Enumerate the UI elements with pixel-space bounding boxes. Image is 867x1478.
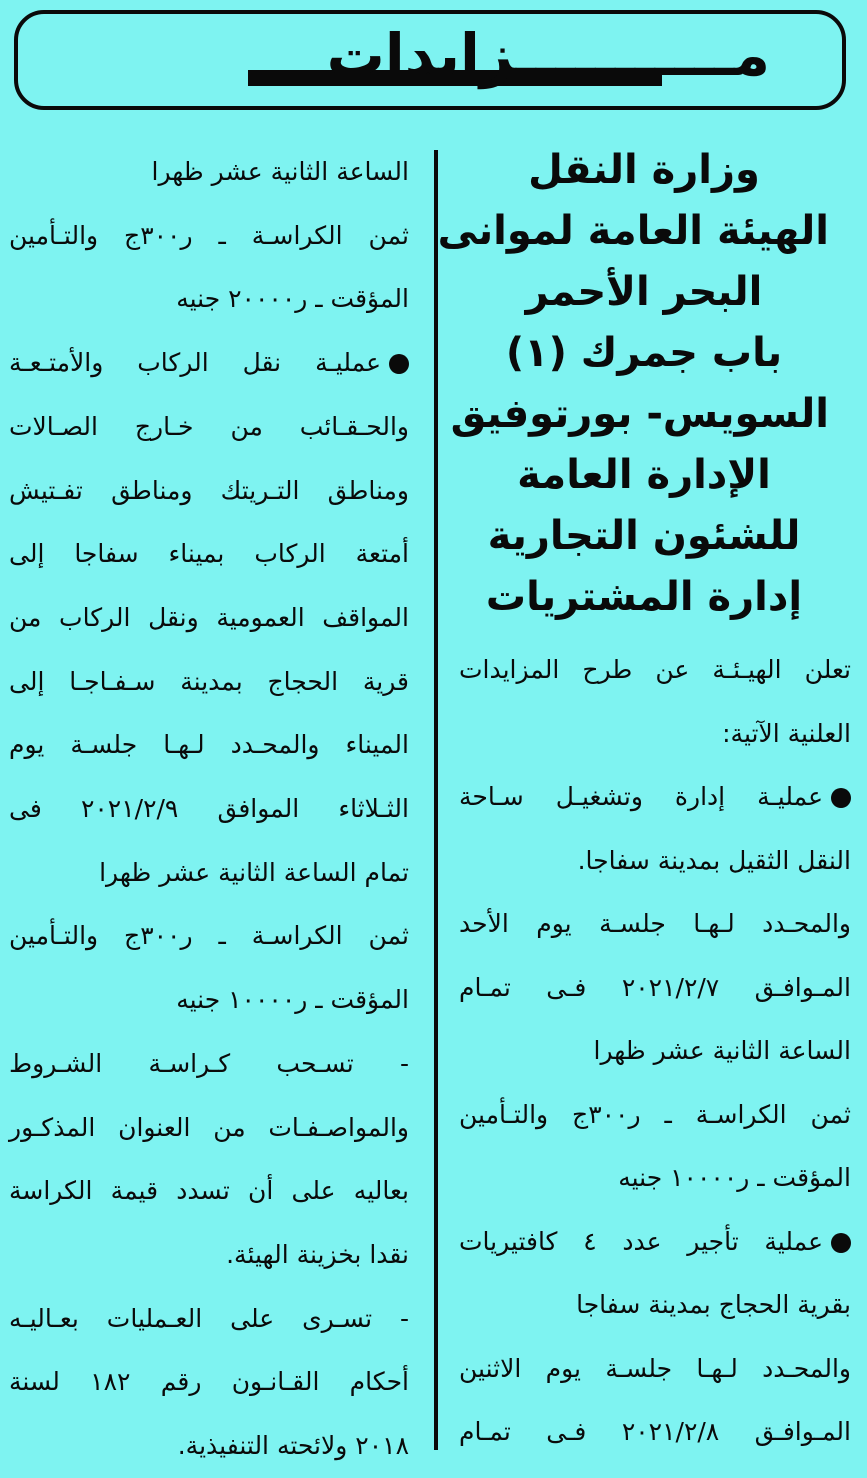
line-text: والمحـدد لـهـا جلسـة يوم الأحد <box>459 909 851 938</box>
text-line <box>459 1400 851 1464</box>
text-line <box>9 140 409 204</box>
line-text: - تسـرى على العـمليات بعـاليـه <box>9 1303 409 1333</box>
header-frame <box>14 10 846 110</box>
text-line <box>459 765 851 829</box>
text-line <box>459 956 851 1020</box>
text-line <box>459 1146 851 1210</box>
line-text: المـوافـق ٢٠٢١/٢/٧ فـى تمـام <box>459 972 851 1002</box>
bullet-icon <box>389 354 409 374</box>
right-column-body <box>459 638 851 1464</box>
text-line <box>459 1083 851 1147</box>
line-text: ثمن الكراسـة ـ ر٣٠٠ج والتـأمين <box>9 220 409 250</box>
line-text: المؤقت ـ ر٢٠٠٠٠ جنيه <box>176 284 409 314</box>
text-line <box>9 1096 409 1160</box>
line-text: تمام الساعة الثانية عشر ظهرا <box>99 857 409 887</box>
text-line <box>9 904 409 968</box>
line-text: الميناء والمحـدد لـهـا جلسـة يوم <box>9 730 409 760</box>
text-line <box>459 702 851 766</box>
bullet-icon <box>831 788 851 808</box>
text-line <box>9 1287 409 1351</box>
page-title: مـــــــــــزايدات <box>326 21 770 89</box>
left-column-body <box>9 140 409 1478</box>
org-line: للشئون التجارية <box>487 513 801 559</box>
text-line <box>9 968 409 1032</box>
org-line: وزارة النقل <box>528 147 760 193</box>
text-line <box>9 650 409 714</box>
org-line: باب جمرك (١) <box>505 330 783 376</box>
text-line <box>9 1159 409 1223</box>
text-line <box>459 829 851 893</box>
line-text: أحكام القـانـون رقم ١٨٢ لسنة <box>9 1367 409 1397</box>
line-text: ٢٠١٨ ولائحته التنفيذية. <box>177 1431 409 1461</box>
line-text: والمواصـفـات من العنوان المذكـور <box>9 1112 409 1142</box>
line-text: العلنية الآتية: <box>722 718 851 748</box>
text-line <box>459 892 851 956</box>
text-line <box>9 1223 409 1287</box>
line-text: تعلن الهيـئـة عن طرح المزايدات <box>459 655 851 684</box>
text-line <box>459 1210 851 1274</box>
line-text: المؤقت ـ ر١٠٠٠٠ جنيه <box>176 985 409 1015</box>
line-text: المؤقت ـ ر١٠٠٠٠ جنيه <box>618 1163 851 1192</box>
line-text: والحـقـائب من خـارج الصـالات <box>9 411 409 441</box>
text-line <box>9 841 409 905</box>
text-line <box>9 1414 409 1478</box>
text-line <box>459 1273 851 1337</box>
line-text: أمتعة الركاب بميناء سفاجا إلى <box>9 539 409 569</box>
column-divider <box>434 150 438 1450</box>
text-line <box>9 1350 409 1414</box>
text-line <box>459 638 851 702</box>
text-line <box>9 395 409 459</box>
line-text: عمليـة نقل الركاب والأمتـعـة <box>9 348 381 378</box>
right-column <box>437 140 851 1464</box>
line-text: المواقف العمومية ونقل الركاب من <box>9 602 409 632</box>
org-line: الإدارة العامة <box>517 452 771 498</box>
line-text: بعاليه على أن تسدد قيمة الكراسة <box>9 1176 409 1206</box>
org-line: إدارة المشتريات <box>485 574 803 620</box>
line-text: ثمن الكراسـة ـ ر٣٠٠ج والتـأمين <box>9 921 409 951</box>
line-text: النقل الثقيل بمدينة سفاجا. <box>577 845 851 875</box>
org-line: السويس- بورتوفيق <box>450 391 829 437</box>
text-line <box>9 267 409 331</box>
text-line <box>9 1032 409 1096</box>
text-line <box>9 777 409 841</box>
text-line <box>9 204 409 268</box>
line-text: المـوافـق ٢٠٢١/٢/٨ فـى تمـام <box>459 1417 851 1446</box>
line-text: نقدا بخزينة الهيئة. <box>226 1239 409 1269</box>
line-text: قرية الحجاج بمدينة سـفـاجـا إلى <box>9 666 409 696</box>
line-text: بقرية الحجاج بمدينة سفاجا <box>576 1290 851 1319</box>
line-text: الساعة الثانية عشر ظهرا <box>593 1036 851 1065</box>
text-line <box>9 586 409 650</box>
line-text: - تسـحب كـراسـة الشـروط <box>9 1048 409 1078</box>
line-text: ومناطق التـريتك ومناطق تفـتيش <box>9 475 409 505</box>
text-line <box>9 331 409 395</box>
line-text: الساعة الثانية عشر ظهرا <box>151 157 409 186</box>
text-line <box>459 1337 851 1401</box>
line-text: عملية تأجير عدد ٤ كافتيريات <box>459 1226 823 1256</box>
organization-block <box>437 140 829 628</box>
line-text: عمليـة إدارة وتشغيـل سـاحة <box>459 782 823 811</box>
text-line <box>459 1019 851 1083</box>
text-line <box>9 522 409 586</box>
text-line <box>9 459 409 523</box>
bullet-icon <box>831 1233 851 1253</box>
left-column <box>9 140 409 1478</box>
org-line: الهيئة العامة لموانى <box>437 208 829 254</box>
line-text: والمحـدد لـهـا جلسـة يوم الاثنين <box>459 1353 851 1383</box>
org-line: البحر الأحمر <box>525 269 763 315</box>
line-text: الثـلاثاء الموافق ٢٠٢١/٢/٩ فى <box>9 794 409 824</box>
line-text: ثمن الكراسـة ـ ر٣٠٠ج والتـأمين <box>459 1099 851 1129</box>
text-line <box>9 713 409 777</box>
